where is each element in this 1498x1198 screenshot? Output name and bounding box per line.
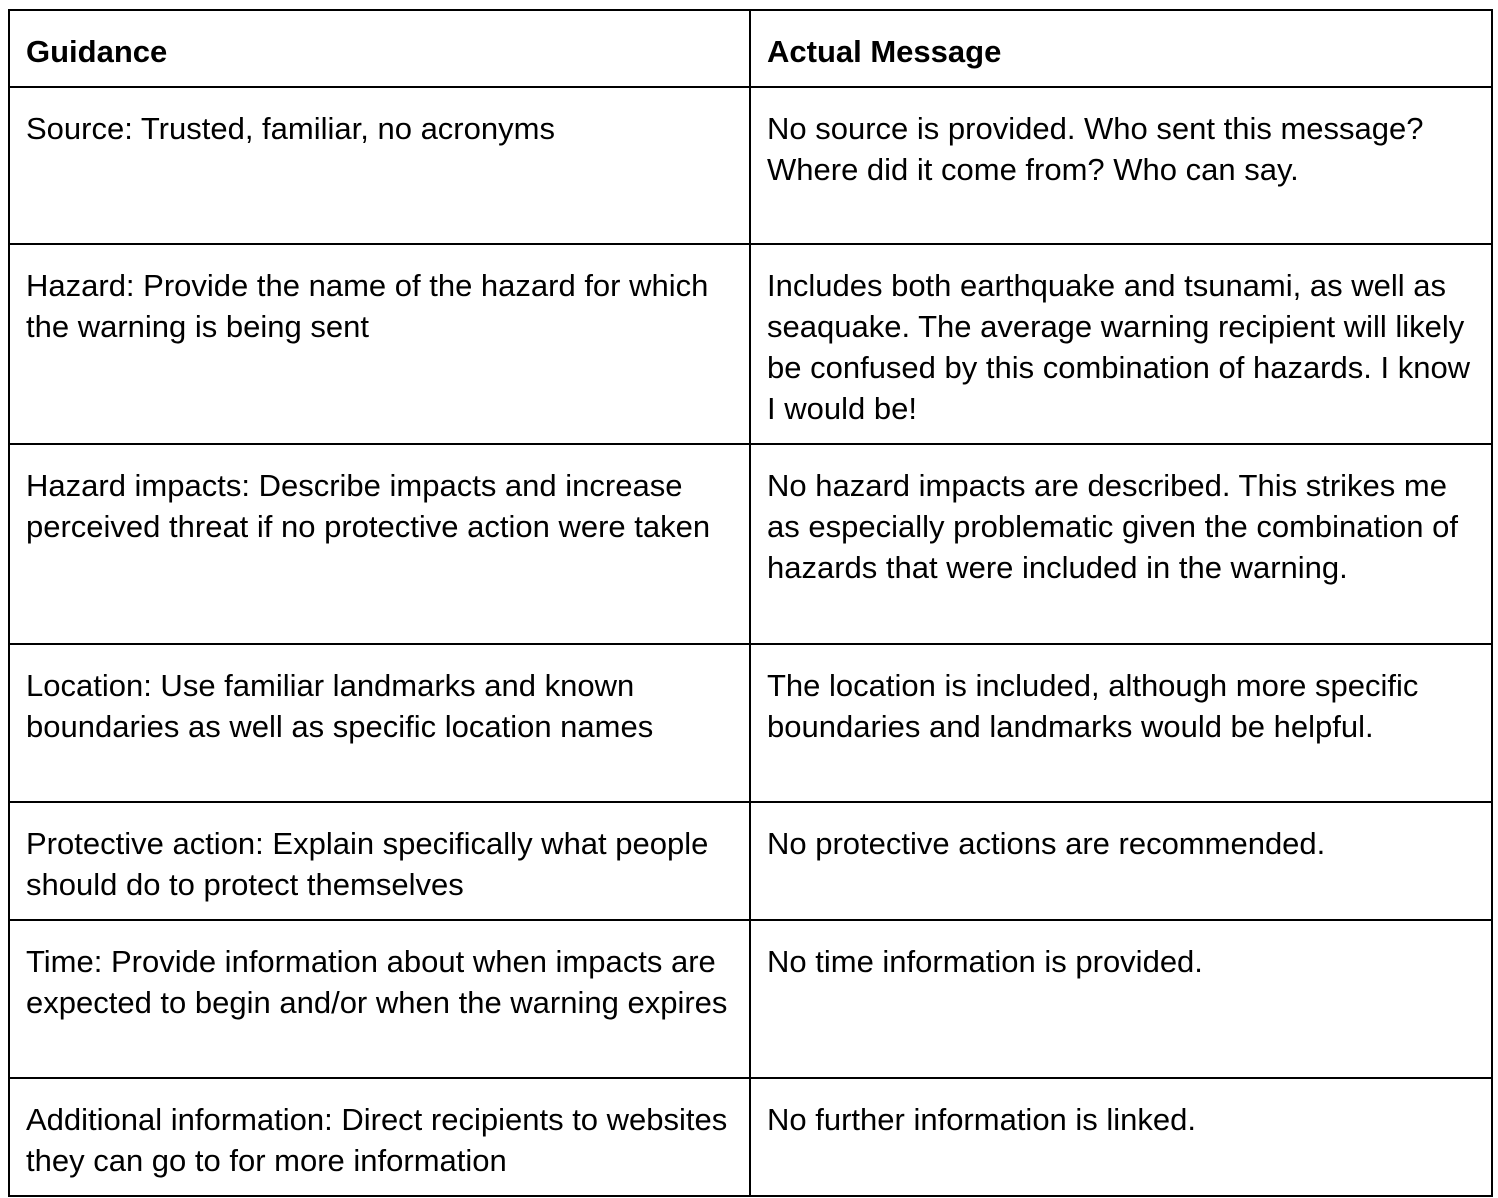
guidance-cell: Additional information: Direct recipients to websites they can go to for more information — [9, 1078, 750, 1196]
message-cell: The location is included, although more specific boundaries and landmarks would be helpful. — [750, 644, 1492, 802]
table-row — [9, 802, 1492, 920]
column-header-guidance: Guidance — [9, 10, 750, 87]
guidance-cell: Hazard: Provide the name of the hazard for which the warning is being sent — [9, 244, 750, 444]
message-cell: No source is provided. Who sent this message? Where did it come from? Who can say. — [750, 87, 1492, 244]
table-header-row — [9, 10, 1492, 87]
message-cell: No protective actions are recommended. — [750, 802, 1492, 920]
message-cell: No hazard impacts are described. This strikes me as especially problematic given the combination of hazards that were included in the warning. — [750, 444, 1492, 644]
guidance-cell: Location: Use familiar landmarks and known boundaries as well as specific location names — [9, 644, 750, 802]
table-row — [9, 444, 1492, 644]
guidance-comparison-table — [8, 9, 1493, 1197]
message-cell: Includes both earthquake and tsunami, as well as seaquake. The average warning recipient will likely be confused by this combination of hazards. I know I would be! — [750, 244, 1492, 444]
message-cell: No further information is linked. — [750, 1078, 1492, 1196]
message-cell: No time information is provided. — [750, 920, 1492, 1078]
guidance-cell: Source: Trusted, familiar, no acronyms — [9, 87, 750, 244]
table-row — [9, 87, 1492, 244]
table-row — [9, 920, 1492, 1078]
table-row — [9, 244, 1492, 444]
column-header-actual-message: Actual Message — [750, 10, 1492, 87]
guidance-cell: Time: Provide information about when impacts are expected to begin and/or when the warning expires — [9, 920, 750, 1078]
guidance-cell: Hazard impacts: Describe impacts and increase perceived threat if no protective action were taken — [9, 444, 750, 644]
table-row — [9, 1078, 1492, 1196]
guidance-cell: Protective action: Explain specifically what people should do to protect themselves — [9, 802, 750, 920]
table-row — [9, 644, 1492, 802]
